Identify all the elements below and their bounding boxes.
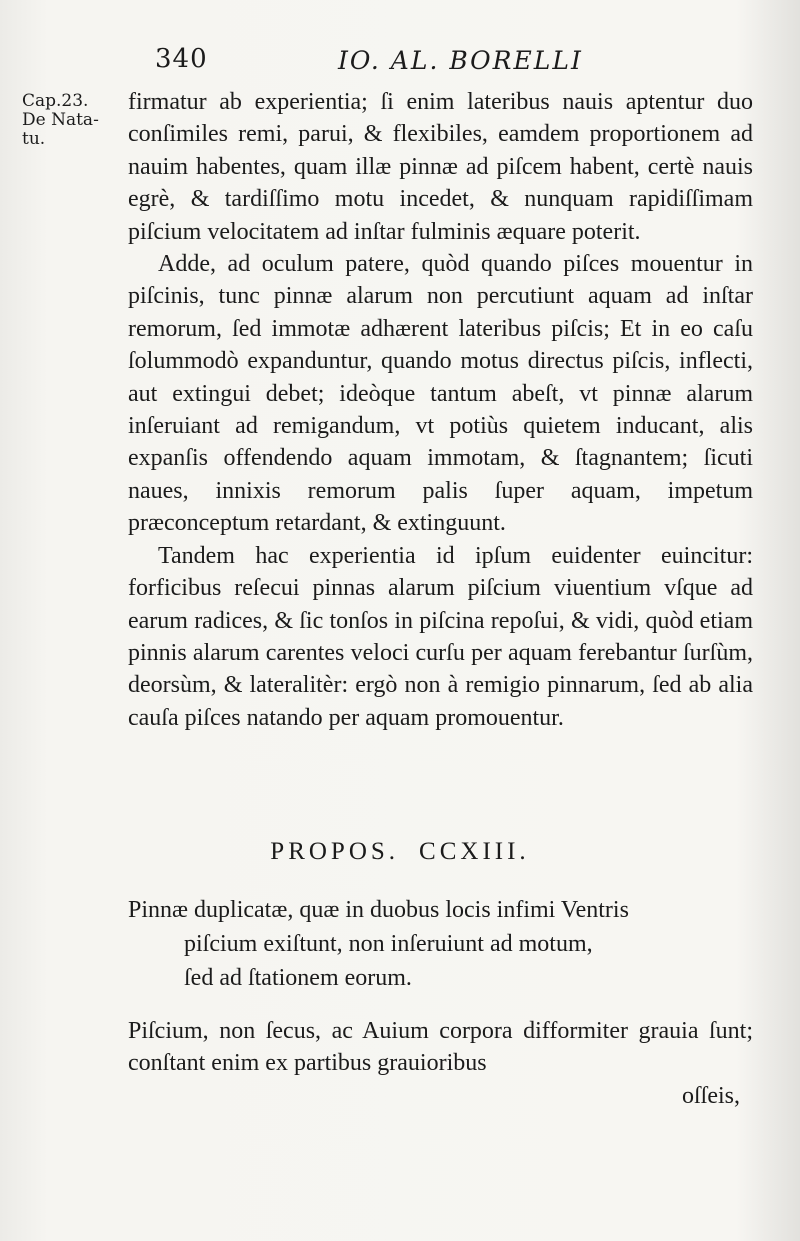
margin-note-line: Cap.23. [22, 91, 89, 111]
proposition-heading [0, 838, 800, 866]
margin-note-line: De Nata- [22, 110, 99, 130]
page-number: 340 [155, 44, 208, 74]
margin-note [22, 92, 122, 149]
proposition-body: Piſcium, non ſecus, ac Auium corpora difformiter grauia ſunt; conſtant enim ex partibus grauioribus [128, 1018, 753, 1076]
paragraph-2: Adde, ad oculum patere, quòd quando piſces mouentur in piſcinis, tunc pinnæ alarum non percutiunt aquam ad inſtar remorum, ſed immotæ adhærent lateribus piſcis; Et in eo caſu ſolummodò expanduntur, quando motus directus piſcis, inflecti, aut extingui debet; ideòque tantum abeſt, vt pinnæ alarum inſeruiant ad remigandum, vt potiùs quietem inducant, alis expanſis offendendo aquam immotam, & ſtagnantem; ſicuti naues, innixis remorum palis ſuper aquam, impetum præconceptum retardant, & extinguunt. [128, 251, 753, 537]
running-head: IO. AL. BORELLI [338, 46, 583, 75]
proposition-statement [128, 893, 753, 995]
statement-line: piſcium exiſtunt, non inſeruiunt ad motum, [184, 931, 593, 957]
paragraph-1: firmatur ab experientia; ſi enim lateribus nauis aptentur duo conſimiles remi, parui, & flexibiles, eamdem proportionem ad nauim habentes, quam illæ pinnæ ad piſcem habent, certè nauis egrè, & tardiſſimo motu incedet, & nunquam rapidiſſimam piſcium velocitatem ad inſtar fulminis æquare poterit. [128, 89, 753, 245]
main-text [128, 86, 753, 734]
statement-line: Pinnæ duplicatæ, quæ in duobus locis infimi Ventris [128, 897, 629, 923]
catchword: oſſeis, [682, 1083, 740, 1109]
margin-note-line: tu. [22, 129, 46, 149]
proposition-label: PROPOS. [270, 838, 400, 865]
paragraph-3: Tandem hac experientia id ipſum euidenter euincitur: forficibus reſecui pinnas alarum piſcium viuentium vſque ad earum radices, & ſic tonſos in piſcina repoſui, & vidi, quòd etiam pinnis alarum carentes veloci curſu per aquam ferebantur ſurſùm, deorsùm, & lateralitèr: ergò non à remigio pinnarum, ſed ab alia cauſa piſces natando per aquam promouentur. [128, 542, 753, 731]
page-header [0, 38, 800, 78]
proposition-number: CCXIII. [419, 838, 530, 865]
statement-line: ſed ad ſtationem eorum. [184, 965, 412, 991]
